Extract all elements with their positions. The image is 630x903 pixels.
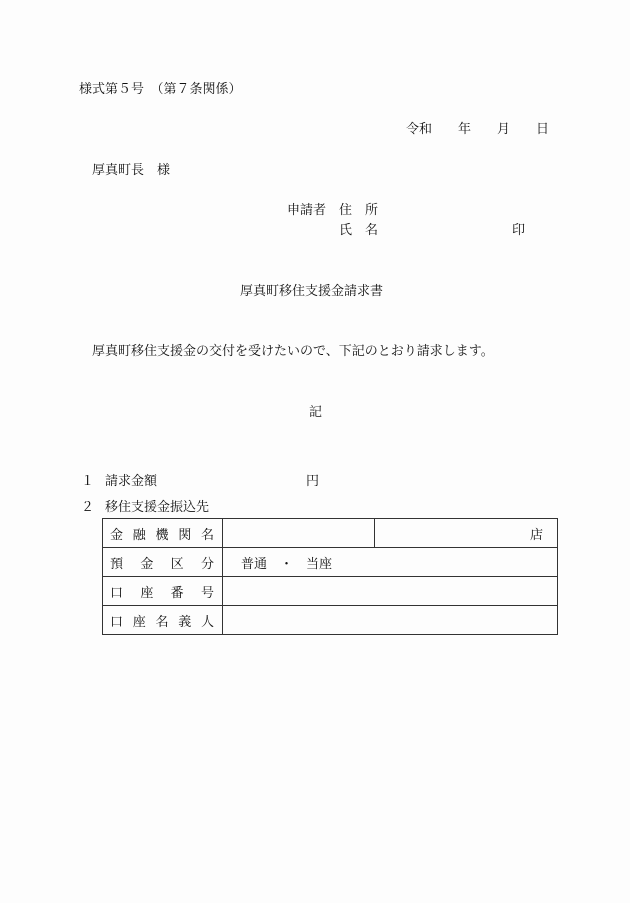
bank-name-field[interactable]	[223, 519, 375, 548]
ki-heading: 記	[309, 405, 323, 420]
account-holder-label	[103, 606, 223, 635]
applicant-name-label: 氏 名	[339, 223, 379, 238]
label-char: 座	[132, 614, 146, 630]
label-char: 番	[170, 585, 184, 601]
applicant-address-label: 申請者 住 所	[287, 203, 379, 218]
label-char: 座	[140, 585, 154, 601]
item2-label: 移住支援金振込先	[105, 500, 210, 515]
label-char: 関	[178, 527, 192, 543]
label-char: 金	[110, 527, 124, 543]
document-title: 厚真町移住支援金請求書	[240, 284, 384, 299]
label-char: 機	[155, 527, 169, 543]
deposit-type-value[interactable]: 普通 ・ 当座	[223, 548, 558, 577]
label-char: 区	[170, 556, 184, 572]
account-table	[102, 518, 558, 635]
label-char: 名	[155, 614, 169, 630]
account-holder-field[interactable]	[223, 606, 558, 635]
branch-field[interactable]: 店	[375, 519, 558, 548]
body-text: 厚真町移住支援金の交付を受けたいので、下記のとおり請求します。	[92, 344, 494, 359]
item1-label: 請求金額	[105, 474, 158, 489]
item2-number: ２	[81, 500, 95, 515]
form-number: 様式第５号 （第７条関係）	[79, 82, 242, 97]
label-char: 名	[200, 527, 214, 543]
account-holder-row	[103, 606, 558, 635]
label-char: 預	[110, 556, 124, 572]
account-number-label	[103, 577, 223, 606]
label-char: 号	[200, 585, 214, 601]
label-char: 分	[200, 556, 214, 572]
date-line: 令和 年 月 日	[406, 122, 550, 137]
deposit-type-row	[103, 548, 558, 577]
deposit-type-label	[103, 548, 223, 577]
label-char: 融	[132, 527, 146, 543]
label-char: 口	[110, 585, 124, 601]
item1-number: １	[81, 474, 95, 489]
bank-row	[103, 519, 558, 548]
item1-unit: 円	[306, 474, 320, 489]
label-char: 人	[200, 614, 214, 630]
label-char: 義	[178, 614, 192, 630]
account-number-row	[103, 577, 558, 606]
account-number-field[interactable]	[223, 577, 558, 606]
label-char: 口	[110, 614, 124, 630]
seal-mark: 印	[512, 223, 526, 238]
addressee: 厚真町長 様	[92, 163, 171, 178]
bank-label	[103, 519, 223, 548]
label-char: 金	[140, 556, 154, 572]
